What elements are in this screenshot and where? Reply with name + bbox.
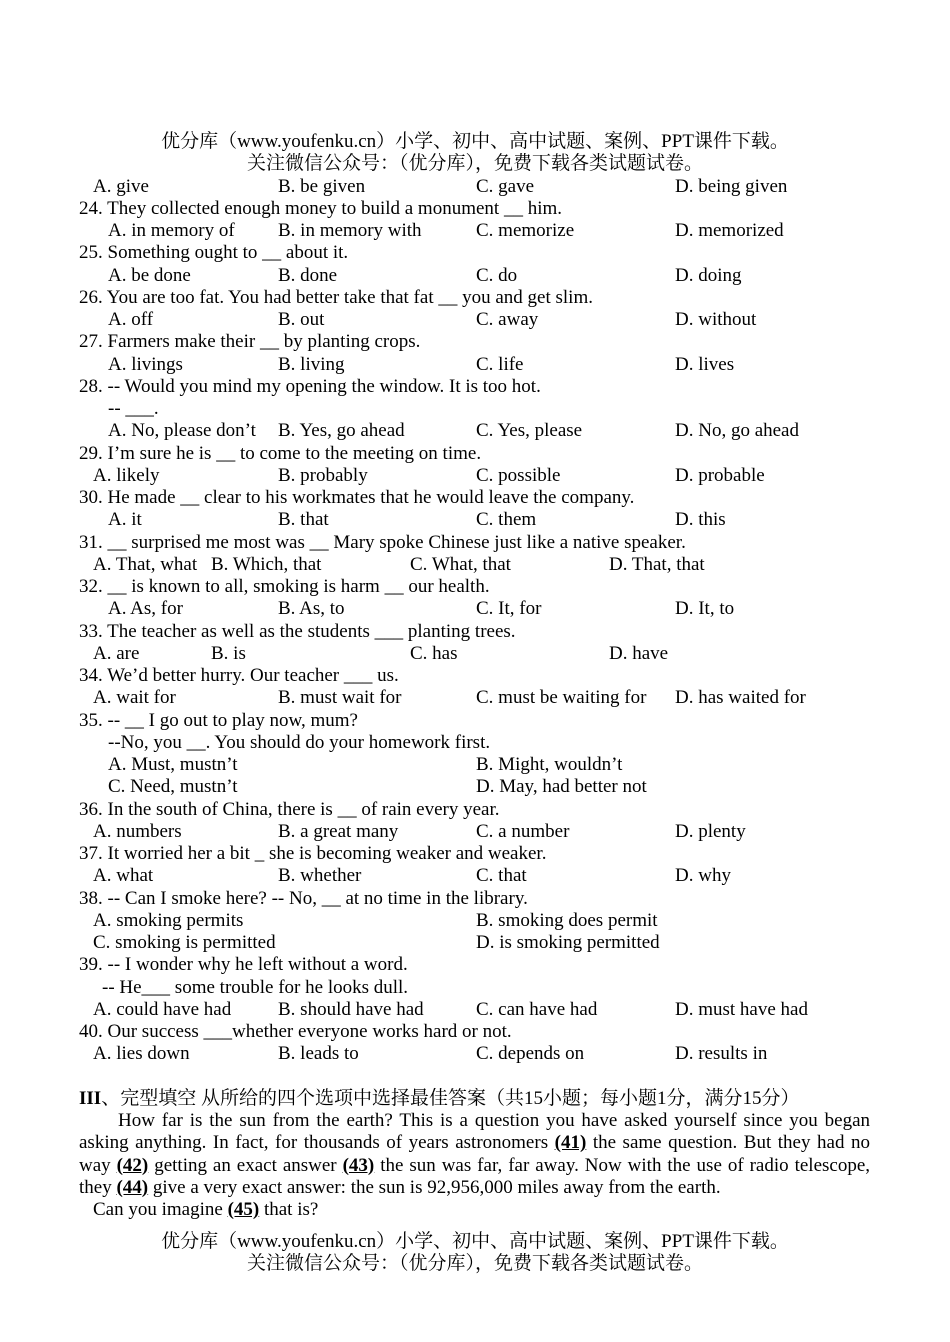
question-37-option-b: B. whether bbox=[278, 865, 362, 887]
section-3-title: 、完型填空 从所给的四个选项中选择最佳答案（共15小题；每小题1分，满分15分） bbox=[101, 1087, 800, 1109]
question-33-options bbox=[0, 643, 950, 665]
question-30 bbox=[0, 487, 950, 532]
question-27-stem: 27. Farmers make their __ by planting crops. bbox=[79, 331, 421, 353]
blank-41: (41) bbox=[554, 1132, 587, 1154]
question-36-options bbox=[0, 821, 950, 843]
question-26-options bbox=[0, 309, 950, 331]
question-38-option-a: A. smoking permits bbox=[93, 909, 244, 931]
question-32 bbox=[0, 576, 950, 621]
question-39-option-b: B. should have had bbox=[278, 998, 424, 1020]
question-30-option-c: C. them bbox=[476, 509, 537, 531]
question-31-option-a: A. That, what bbox=[93, 553, 198, 575]
question-35-options-row-1 bbox=[0, 754, 950, 776]
question-34-option-d: D. has waited for bbox=[675, 687, 806, 709]
question-38-option-b: B. smoking does permit bbox=[476, 909, 658, 931]
passage-text-4: the sun was far, far away. Now with the use of radio telescope, they bbox=[79, 1154, 871, 1198]
question-37-option-a: A. what bbox=[93, 865, 154, 887]
blank-45: (45) bbox=[227, 1199, 260, 1221]
section-gap bbox=[0, 1066, 950, 1088]
question-33-option-c: C. has bbox=[410, 642, 458, 664]
question-34 bbox=[0, 665, 950, 710]
question-29-stem: 29. I’m sure he is __ to come to the meeting on time. bbox=[79, 442, 482, 464]
question-40 bbox=[0, 1021, 950, 1066]
question-35-stem-row bbox=[0, 710, 950, 732]
question-37-option-c: C. that bbox=[476, 865, 527, 887]
question-27-option-a: A. livings bbox=[108, 353, 183, 375]
question-40-options bbox=[0, 1043, 950, 1065]
question-27-options bbox=[0, 354, 950, 376]
question-32-option-a: A. As, for bbox=[108, 598, 183, 620]
question-36-option-c: C. a number bbox=[476, 820, 570, 842]
question-31-option-c: C. What, that bbox=[410, 553, 511, 575]
question-29-option-d: D. probable bbox=[675, 464, 765, 486]
question-28-option-b: B. Yes, go ahead bbox=[278, 420, 405, 442]
question-31-options bbox=[0, 554, 950, 576]
question-27-option-c: C. life bbox=[476, 353, 524, 375]
question-36 bbox=[0, 799, 950, 844]
question-35 bbox=[0, 710, 950, 799]
question-39-reply-row bbox=[0, 977, 950, 999]
blank-43: (43) bbox=[342, 1154, 375, 1176]
question-39-stem-row bbox=[0, 954, 950, 976]
question-25-option-d: D. doing bbox=[675, 264, 742, 286]
page-content bbox=[0, 131, 950, 1221]
question-35-option-a: A. Must, mustn’t bbox=[108, 754, 238, 775]
question-35-option-c: C. Need, mustn’t bbox=[108, 776, 238, 798]
closing-text-1: Can you imagine bbox=[93, 1199, 228, 1221]
question-34-stem-row bbox=[0, 665, 950, 687]
question-39-option-d: D. must have had bbox=[675, 998, 808, 1020]
question-24-option-a: A. in memory of bbox=[108, 220, 235, 241]
question-37-options bbox=[0, 865, 950, 887]
question-23-option-b: B. be given bbox=[278, 175, 366, 197]
question-29 bbox=[0, 443, 950, 488]
question-24-stem-row bbox=[0, 198, 950, 220]
question-30-options bbox=[0, 509, 950, 531]
question-31-option-b: B. Which, that bbox=[211, 553, 322, 575]
passage-closing-line bbox=[0, 1199, 950, 1221]
question-38-option-d: D. is smoking permitted bbox=[476, 932, 660, 953]
question-36-option-d: D. plenty bbox=[675, 820, 746, 842]
question-39-options bbox=[0, 999, 950, 1021]
question-34-stem: 34. We’d better hurry. Our teacher ___ us. bbox=[79, 665, 399, 686]
question-31-stem-row bbox=[0, 532, 950, 554]
question-26-option-c: C. away bbox=[476, 309, 539, 330]
question-23-option-a: A. give bbox=[93, 175, 149, 197]
question-29-option-c: C. possible bbox=[476, 464, 561, 486]
question-36-stem: 36. In the south of China, there is __ of rain every year. bbox=[79, 798, 500, 820]
section-3-heading-text bbox=[79, 1088, 799, 1110]
question-39-option-c: C. can have had bbox=[476, 998, 598, 1020]
question-23-option-d: D. being given bbox=[675, 175, 788, 197]
question-36-option-a: A. numbers bbox=[93, 820, 182, 842]
passage-text-5: give a very exact answer: the sun is 92,956,000 miles away from the earth. bbox=[148, 1176, 721, 1198]
question-24-stem: 24. They collected enough money to build a monument __ him. bbox=[79, 197, 563, 219]
question-37-stem: 37. It worried her a bit _ she is becoming weaker and weaker. bbox=[79, 843, 547, 864]
page-header-line-1: 优分库（www.youfenku.cn）小学、初中、高中试题、案例、PPT课件下载。 bbox=[161, 131, 789, 152]
question-30-option-a: A. it bbox=[108, 509, 142, 531]
question-39-option-a: A. could have had bbox=[93, 998, 232, 1020]
question-33-stem-row bbox=[0, 621, 950, 643]
question-26 bbox=[0, 287, 950, 332]
question-35-reply-row bbox=[0, 732, 950, 754]
question-26-option-a: A. off bbox=[108, 309, 154, 330]
question-25 bbox=[0, 242, 950, 287]
question-37 bbox=[0, 843, 950, 888]
question-35-option-b: B. Might, wouldn’t bbox=[476, 754, 623, 775]
question-37-option-d: D. why bbox=[675, 865, 731, 887]
question-32-stem: 32. __ is known to all, smoking is harm __ our health. bbox=[79, 576, 490, 597]
question-28-reply: -- ___. bbox=[108, 398, 159, 419]
question-25-options bbox=[0, 265, 950, 287]
question-32-options bbox=[0, 598, 950, 620]
question-32-option-d: D. It, to bbox=[675, 598, 735, 620]
question-30-stem: 30. He made __ clear to his workmates that he would leave the company. bbox=[79, 487, 635, 508]
question-24-option-b: B. in memory with bbox=[278, 220, 422, 241]
question-36-stem-row bbox=[0, 799, 950, 821]
question-31 bbox=[0, 532, 950, 577]
question-27-option-d: D. lives bbox=[675, 353, 735, 375]
question-40-option-a: A. lies down bbox=[93, 1043, 190, 1065]
closing-text-2: that is? bbox=[259, 1199, 319, 1221]
question-39-stem: 39. -- I wonder why he left without a word. bbox=[79, 954, 408, 976]
question-25-stem: 25. Something ought to __ about it. bbox=[79, 242, 349, 264]
question-34-option-b: B. must wait for bbox=[278, 687, 402, 709]
question-38 bbox=[0, 888, 950, 955]
question-32-stem-row bbox=[0, 576, 950, 598]
question-25-stem-row bbox=[0, 242, 950, 264]
question-34-options bbox=[0, 687, 950, 709]
question-25-option-b: B. done bbox=[278, 264, 338, 286]
page-footer-line-2: 关注微信公众号：（优分库），免费下载各类试题试卷。 bbox=[246, 1253, 703, 1275]
question-30-stem-row bbox=[0, 487, 950, 509]
question-40-option-d: D. results in bbox=[675, 1043, 768, 1065]
question-24 bbox=[0, 198, 950, 243]
question-31-option-d: D. That, that bbox=[609, 553, 705, 575]
question-27-option-b: B. living bbox=[278, 353, 345, 375]
blank-44: (44) bbox=[116, 1176, 149, 1198]
question-28-option-c: C. Yes, please bbox=[476, 420, 583, 442]
question-33 bbox=[0, 621, 950, 666]
question-33-option-b: B. is bbox=[211, 642, 246, 664]
question-23-options bbox=[0, 176, 950, 198]
question-34-option-c: C. must be waiting for bbox=[476, 687, 647, 709]
question-39 bbox=[0, 954, 950, 1021]
question-38-options-row-1 bbox=[0, 910, 950, 932]
question-32-option-c: C. It, for bbox=[476, 598, 542, 620]
question-29-stem-row bbox=[0, 443, 950, 465]
blank-42: (42) bbox=[116, 1154, 149, 1176]
question-25-option-c: C. do bbox=[476, 264, 518, 286]
question-28-options bbox=[0, 420, 950, 442]
question-31-stem: 31. __ surprised me most was __ Mary spoke Chinese just like a native speaker. bbox=[79, 531, 686, 553]
question-36-option-b: B. a great many bbox=[278, 820, 399, 842]
question-24-option-d: D. memorized bbox=[675, 220, 784, 241]
question-39-reply: -- He___ some trouble for he looks dull. bbox=[102, 976, 409, 998]
question-28-reply-row bbox=[0, 398, 950, 420]
question-24-options bbox=[0, 220, 950, 242]
question-40-option-b: B. leads to bbox=[278, 1043, 359, 1065]
question-38-stem-row bbox=[0, 888, 950, 910]
question-38-options-row-2 bbox=[0, 932, 950, 954]
question-28-option-a: A. No, please don’t bbox=[108, 420, 256, 442]
section-3-number: III bbox=[79, 1087, 102, 1109]
page-header-line-2: 关注微信公众号：（优分库），免费下载各类试题试卷。 bbox=[246, 153, 703, 175]
passage-text-1: How far is the sun from the earth? This is a question you have asked yourself since you began asking anything. In fact, for thousands of years astronomers bbox=[79, 1110, 870, 1154]
question-26-stem-row bbox=[0, 287, 950, 309]
question-33-option-d: D. have bbox=[609, 642, 669, 664]
passage-text-2: the same question. But they had no way bbox=[79, 1132, 870, 1176]
question-33-option-a: A. are bbox=[93, 642, 140, 664]
question-26-option-d: D. without bbox=[675, 309, 757, 330]
passage-text-3: getting an exact answer bbox=[148, 1154, 343, 1176]
question-24-option-c: C. memorize bbox=[476, 220, 575, 241]
question-27 bbox=[0, 331, 950, 376]
question-28-stem: 28. -- Would you mind my opening the window. It is too hot. bbox=[79, 375, 541, 397]
question-35-options-row-2 bbox=[0, 776, 950, 798]
question-27-stem-row bbox=[0, 331, 950, 353]
question-40-option-c: C. depends on bbox=[476, 1043, 585, 1065]
question-30-option-b: B. that bbox=[278, 509, 329, 531]
page-footer bbox=[0, 1231, 950, 1276]
question-40-stem: 40. Our success ___whether everyone works hard or not. bbox=[79, 1021, 512, 1042]
question-32-option-b: B. As, to bbox=[278, 598, 345, 620]
question-28-stem-row bbox=[0, 376, 950, 398]
page-footer-line-1: 优分库（www.youfenku.cn）小学、初中、高中试题、案例、PPT课件下载。 bbox=[161, 1231, 789, 1252]
question-35-option-d: D. May, had better not bbox=[476, 776, 647, 798]
question-29-options bbox=[0, 465, 950, 487]
question-23-option-c: C. gave bbox=[476, 175, 535, 197]
question-28-option-d: D. No, go ahead bbox=[675, 420, 799, 442]
question-26-option-b: B. out bbox=[278, 309, 325, 330]
question-29-option-a: A. likely bbox=[93, 464, 160, 486]
question-35-reply: --No, you __. You should do your homework first. bbox=[108, 731, 491, 753]
question-38-option-c: C. smoking is permitted bbox=[93, 932, 276, 953]
question-33-stem: 33. The teacher as well as the students ___ planting trees. bbox=[79, 620, 516, 642]
question-34-option-a: A. wait for bbox=[93, 687, 176, 709]
question-26-stem: 26. You are too fat. You had better take that fat __ you and get slim. bbox=[79, 286, 593, 308]
question-30-option-d: D. this bbox=[675, 509, 726, 531]
question-35-stem: 35. -- __ I go out to play now, mum? bbox=[79, 709, 358, 731]
question-38-stem: 38. -- Can I smoke here? -- No, __ at no time in the library. bbox=[79, 887, 528, 909]
question-37-stem-row bbox=[0, 843, 950, 865]
question-40-stem-row bbox=[0, 1021, 950, 1043]
cloze-passage bbox=[79, 1110, 870, 1199]
section-3-heading bbox=[0, 1088, 950, 1110]
question-25-option-a: A. be done bbox=[108, 264, 191, 286]
question-28 bbox=[0, 376, 950, 443]
question-29-option-b: B. probably bbox=[278, 464, 368, 486]
